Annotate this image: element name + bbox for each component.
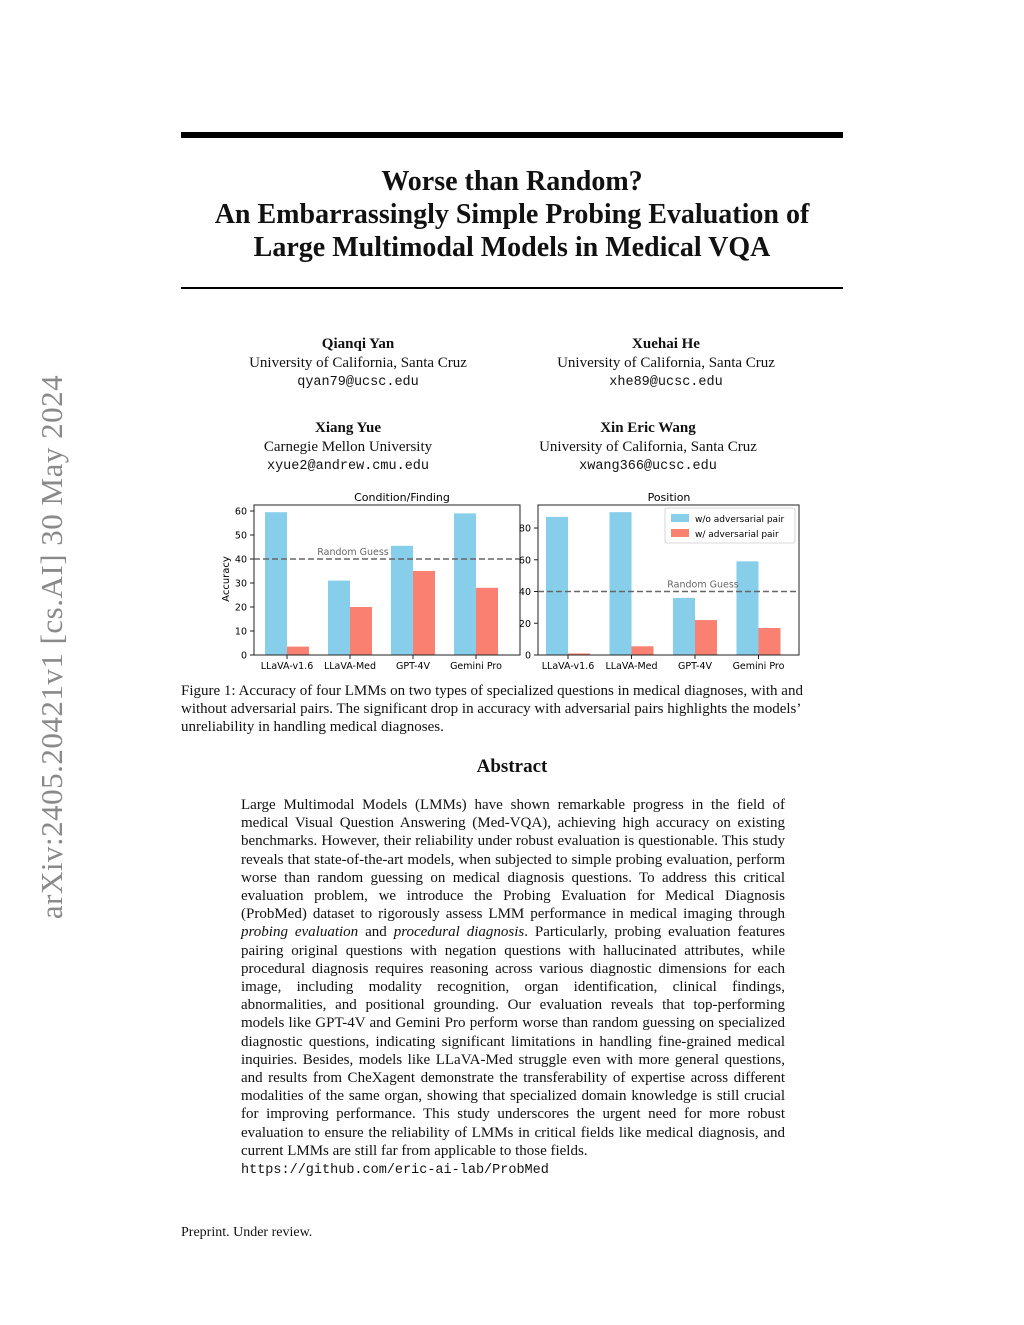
y-tick-label: 0 [524,650,531,662]
author-affiliation: Carnegie Mellon University [263,439,433,455]
author-block [208,335,508,392]
abstract-body [241,796,785,1180]
title-line-1: Worse than Random? [381,166,643,197]
x-tick-label: Gemini Pro [732,661,785,672]
y-tick-label: 60 [518,555,531,567]
x-tick-label: LLaVA-Med [605,661,658,672]
arxiv-sidebar [34,352,70,942]
title-line-2: An Embarrassingly Simple Probing Evaluation of [214,199,810,230]
bar-without-adversarial [546,517,568,655]
author-name: Xuehai He [632,336,700,352]
y-tick-label: 30 [234,578,247,590]
title-line-3: Large Multimodal Models in Medical VQA [253,232,771,263]
author-name: Xin Eric Wang [600,420,696,436]
bar-without-adversarial [454,513,476,655]
bar-without-adversarial [610,512,632,655]
y-tick-label: 40 [518,587,531,599]
author-block [198,419,498,476]
y-tick-label: 80 [518,523,531,535]
bar-without-adversarial [673,598,695,655]
bar-without-adversarial [737,561,759,655]
abstract-heading: Abstract [476,756,548,777]
chart-title: Condition/Finding [354,491,450,504]
chart-position [519,491,799,672]
bar-with-adversarial [287,647,309,655]
legend-label: w/ adversarial pair [695,530,779,540]
y-tick-label: 50 [234,530,247,542]
author-affiliation: University of California, Santa Cruz [539,439,757,455]
y-tick-label: 20 [518,618,531,630]
legend [665,508,795,543]
y-tick-label: 20 [234,602,247,614]
x-tick-label: GPT-4V [678,661,712,672]
author-affiliation: University of California, Santa Cruz [557,355,775,371]
author-block [516,335,816,392]
figure-caption: Figure 1: Accuracy of four LMMs on two types of specialized questions in medical diagnoses, with and without adversarial pairs. The significant drop in accuracy with adversarial pairs highlights the models’ unreliability in handling medical diagnoses. [181,683,803,735]
bar-with-adversarial [413,571,435,655]
abstract-emphasis: procedural diagnosis [393,924,525,941]
repo-link[interactable]: https://github.com/eric-ai-lab/ProbMed [241,1163,549,1179]
random-guess-label: Random Guess [667,579,739,591]
random-guess-label: Random Guess [317,547,389,558]
bar-with-adversarial [632,646,654,655]
author-email[interactable]: xyue2@andrew.cmu.edu [266,459,430,474]
author-name: Xiang Yue [315,420,381,436]
author-affiliation: University of California, Santa Cruz [249,355,467,371]
y-tick-label: 60 [234,506,247,518]
bar-with-adversarial [695,620,717,655]
x-tick-label: Gemini Pro [450,661,502,672]
legend-swatch [671,514,689,522]
author-email[interactable]: qyan79@ucsc.edu [297,375,419,390]
legend-label: w/o adversarial pair [695,515,785,525]
author-email[interactable]: xhe89@ucsc.edu [609,375,723,390]
legend-swatch [671,529,689,537]
author-email[interactable]: xwang366@ucsc.edu [579,459,717,474]
y-tick-label: 0 [240,650,247,662]
footer-note: Preprint. Under review. [181,1225,313,1240]
chart-ylabel: Accuracy [221,556,232,602]
x-tick-label: LLaVA-v1.6 [260,661,314,672]
bar-with-adversarial [350,607,372,655]
author-name: Qianqi Yan [321,336,395,352]
bar-without-adversarial [391,546,413,655]
abstract-text: Large Multimodal Models (LMMs) have shown remarkable progress in the field of medical Visual Question Answering (Med-VQA), achieving high accuracy on existing benchmarks. However, their reliability under robust evaluation is questionable. This study reveals that state-of-the-art models, when subjected to simple probing evaluation, perform worse than random guessing on medical diagnosis questions. To address this critical evaluation problem, we introduce the Probing Evaluation for Medical Diagnosis (ProbMed) dataset to rigorously assess LMM performance in medical imaging through [241,797,785,923]
bar-without-adversarial [265,512,287,655]
title-top-rule [181,132,843,138]
bar-with-adversarial [476,588,498,655]
y-tick-label: 40 [234,554,247,566]
author-block [498,419,798,476]
arxiv-identifier: arXiv:2405.20421v1 [cs.AI] 30 May 2024 [34,374,69,920]
bar-without-adversarial [328,581,350,655]
chart-title: Position [647,491,691,504]
abstract-emphasis: probing evaluation [241,924,359,941]
y-tick-label: 10 [234,626,247,638]
x-tick-label: LLaVA-v1.6 [541,661,595,672]
title-bottom-rule [181,287,843,289]
bar-with-adversarial [759,628,781,655]
x-tick-label: LLaVA-Med [323,661,377,672]
chart-condition-finding [221,491,520,672]
abstract-text: and [358,924,394,941]
abstract-text: . Particularly, probing evaluation features pairing original questions with negation questions with hallucinated attributes, while procedural diagnosis requires reasoning across various diagnostic dimensions for each image, including modality recognition, organ identification, clinical findings, abnormalities, and positional grounding. Our evaluation reveals that top-performing models like GPT-4V and Gemini Pro perform worse than random guessing on specialized diagnostic questions, indicating significant limitations in handling fine-grained medical inquiries. Besides, models like LLaVA-Med struggle even with more general questions, and results from CheXagent demonstrate the transferability of expertise across different modalities of the same organ, showing that specialized domain knowledge is still crucial for improving performance. This study underscores the urgent need for more robust evaluation to ensure the reliability of LMMs in critical fields like medical diagnosis, and current LMMs are still far from applicable to those fields. [241,924,785,1159]
x-tick-label: GPT-4V [396,661,430,672]
figure-1-charts [181,486,843,676]
